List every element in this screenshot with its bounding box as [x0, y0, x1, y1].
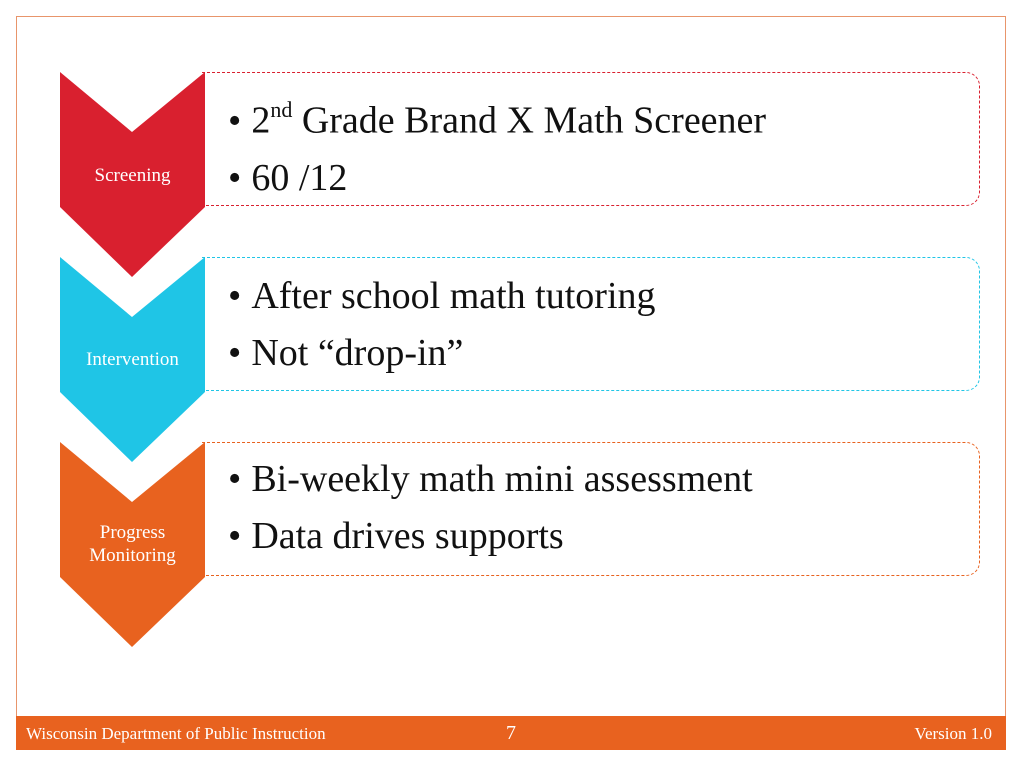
intervention-bullet-1: • After school math tutoring: [228, 268, 656, 325]
progress-monitoring-bullet-1: • Bi-weekly math mini assessment: [228, 451, 753, 508]
screening-label: Screening: [94, 165, 171, 186]
intervention-label: Intervention: [86, 349, 179, 370]
footer-bar: [16, 716, 1006, 750]
intervention-bullets: [228, 268, 656, 382]
footer-organization: Wisconsin Department of Public Instruction: [26, 724, 326, 743]
version-label: Version 1.0: [914, 724, 992, 743]
page-number: 7: [506, 722, 516, 744]
progress-monitoring-label: Progress Monitoring: [89, 522, 176, 566]
progress-monitoring-bullet-2: • Data drives supports: [228, 508, 753, 565]
screening-bullet-1: • 2nd Grade Brand X Math Screener: [228, 83, 766, 150]
screening-bullet-2: • 60 /12: [228, 150, 766, 207]
intervention-bullet-2: • Not “drop-in”: [228, 325, 656, 382]
screening-bullets: [228, 83, 766, 207]
progress-monitoring-bullets: [228, 451, 753, 565]
